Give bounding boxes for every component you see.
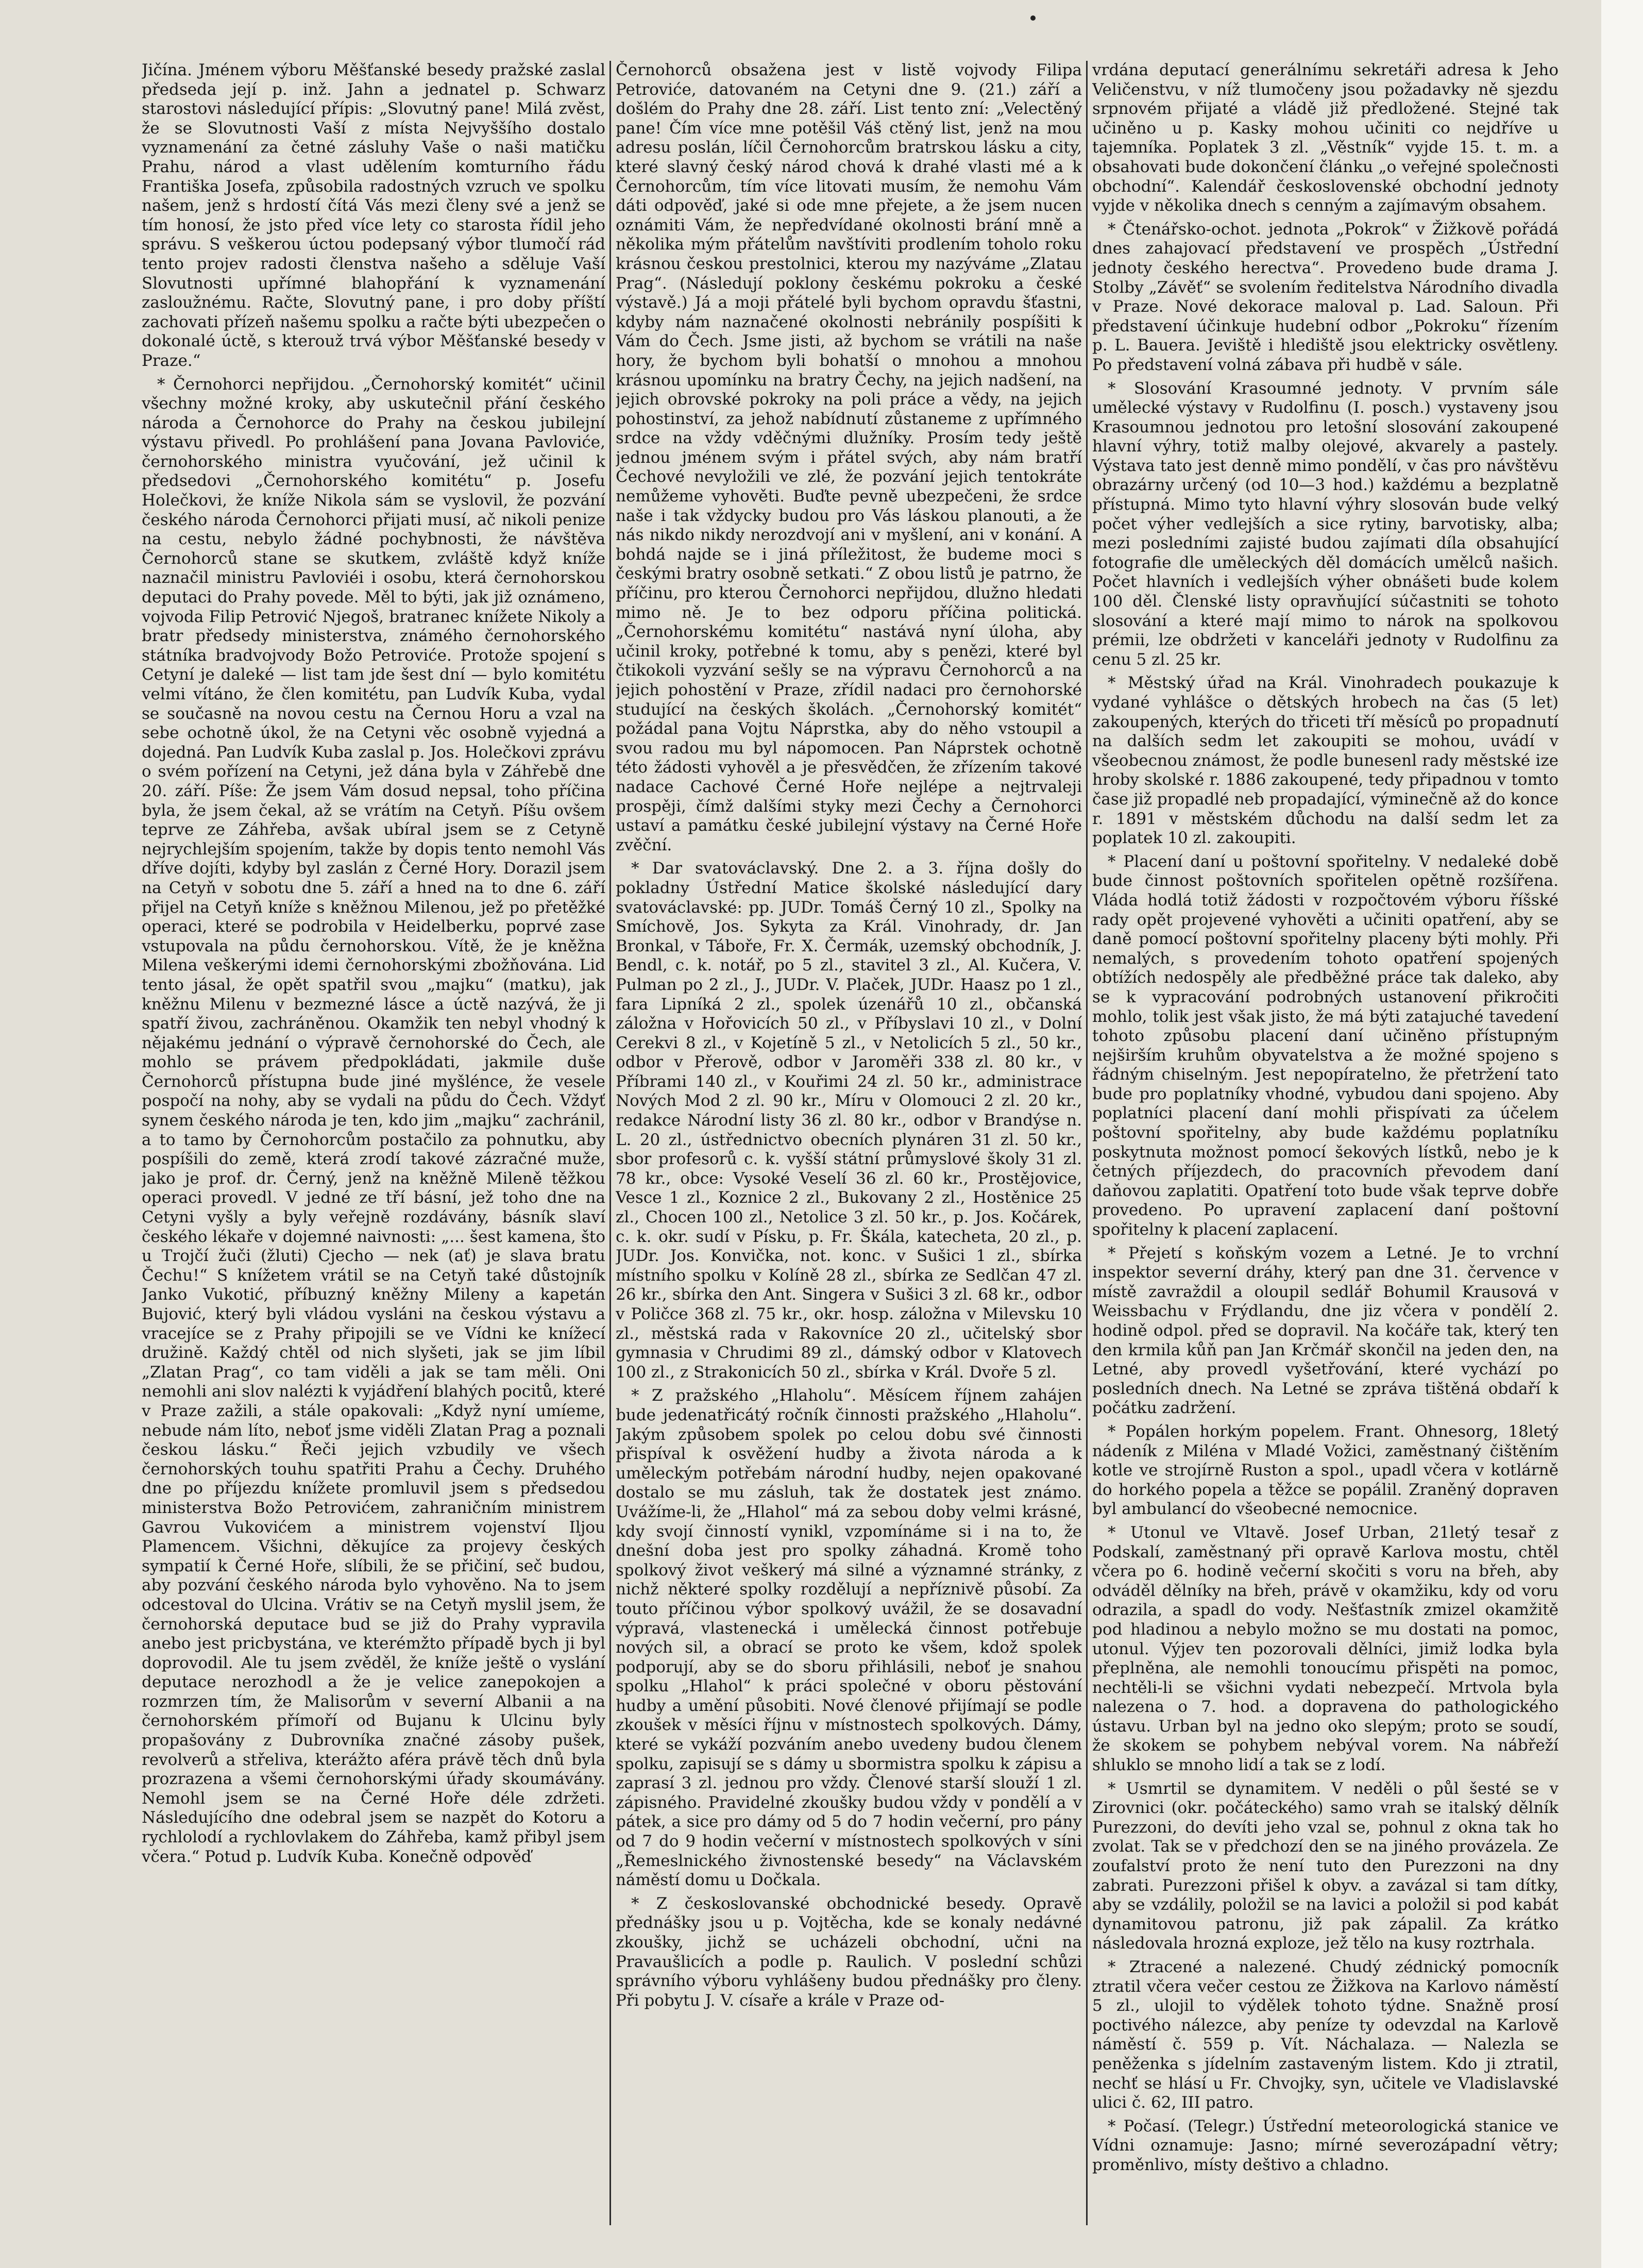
article-paragraph: * Z pražského „Hlaholu“. Měsícem říjnem zahájen bude jedenatřicátý ročník činnosti pražského „Hlaholu“. Jakým způsobem spolek po celou dobu své činnosti přispíval k osvěžení hudby a života národa a k uměleckým potřebám národní hudby, nejen opakované dostalo se mu zásluh, tak že dostatek jest známo. Uvážíme-li, že „Hlahol“ má za sebou doby velmi krásné, kdy svojí činností vynikl, vzpomínáme si i na to, že dnešní doba jest pro spolky záhadná. Kromě toho spolkový život veškerý má silné a významné stránky, z nichž některé spolky rozdělují a nepříznivě působí. Za touto příčinou výbor spolkový uvážil, že se dosavadní výpravá, vlastenecká i umělecká činnost potřebuje nových sil, a obrací se proto ke všem, kdož spolek podporují, aby se do sboru přihlásili, neboť je snahou spolku „Hlahol“ k práci společné v oboru pěstování hudby a umění působiti. Nové členové přijímají se podle zkoušek v měsíci říjnu v místnostech spolkových. Dámy, které se vykáží pozváním anebo uvedeny budou členem spolku, zapisují se s dámy u sbormistra spolku k zápisu a zaprasí 3 zl. jednou pro vždy. Členové starší slouží 1 zl. zápisného. Pravidelné zkoušky budou vždy v pondělí a v pátek, a sice pro dámy od 5 do 7 hodin večerní, pro pány od 7 do 9 hodin večerní v místnostech spolkových v síni „Řemeslnického živnostenské besedy“ na Václavském náměstí domu u Dočkala. — [616, 1386, 1082, 1890]
article-paragraph: * Počasí. (Telegr.) Ústřední meteorologická stanice ve Vídni oznamuje: Jasno; mírné severozápadní větry; proměnlivo, místy deštivo a chladno. — [1092, 2116, 1559, 2174]
article-paragraph: Jičína. Jménem výboru Měšťanské besedy pražské zaslal předseda její p. inž. Jahn a jednatel p. Schwarz starostovi následující přípis: „Slovutný pane! Milá zvěst, že se Slovutnosti Vaší z místa Nejvyššího dostalo vyznamenání za četné zásluhy Vaše o naši matičku Prahu, národ a vlast udělením komturního řádu Františka Josefa, způsobila radostných vzruch ve spolku našem, jenž s hrdostí čítá Vás mezi členy své a jenž se tím honosí, že jsto před více lety co starosta řídil jeho správu. S veškerou úctou podepsaný výbor tlumočí rád tento projev radosti členstva našeho a sděluje Vaší Slovutnosti upřímné blahopřání k vyznamenání zasloužnému. Račte, Slovutný pane, i pro doby příští zachovati přízeň našemu spolku a račte býti ubezpečen o dokonalé úctě, s kterouž trvá výbor Měšťanské besedy v Praze.“ — [142, 61, 605, 370]
article-paragraph: * Z českoslovanské obchodnické besedy. Opravě přednášky jsou u p. Vojtěcha, kde se konaly nedávné zkoušky, jichž se ucházeli obchodní, učni na Pravaušlicích a podle p. Raulich. V poslední schůzi správního výboru vyhlášeny budou přednášky pro členy. Při pobytu J. V. císaře a krále v Praze od- — [616, 1894, 1082, 2010]
article-paragraph: * Placení daní u poštovní spořitelny. V nedaleké době bude činnost poštovních spořitelen opětně rozšířena. Vláda hodlá totiž žádosti v rozpočtovém výboru říšské rady opět projevené vyhověti a učiniti opatření, aby se daně pomocí poštovní spořitelny placeny býti mohly. Při nemalých, s provedením tohoto opatření spojených obtížích nedospěly ale předběžné práce tak daleko, aby se k vypracování podrobných ustanovení přikročiti mohlo, tolik jest však jisto, že má býti zatajuché tavedení tohoto způsobu placení daní učiněno přístupným nejširším kruhům obyvatelstva a že možné spojeno s řádným chiselným. Jest nepopíratelno, že přetržení tato bude pro poplatníky vhodné, vybudou dani spojeno. Aby poplatníci placení daní mohli přispívati za účelem poštovní spořitelny, aby bude každému poplatníku poskytnuta možnost pomocí šekových lístků, nebo je k četných příjezdech, do pracovních převodem daní daňovou zaplatiti. Opatření toto bude však teprve dobře provedeno. Po upravení zaplacení daní poštovní spořitelny k placení zaplacení. — [1092, 852, 1559, 1239]
page-margin-strip — [1601, 0, 1643, 2268]
article-paragraph: * Ztracené a nalezené. Chudý zédnický pomocník ztratil včera večer cestou ze Žižkova na Karlovo náměstí 5 zl., ulojil to výdělek tohoto týdne. Snažně prosí poctivého nálezce, aby peníze ty odevzdal na Karlově náměstí č. 559 p. Vít. Náchalaza. — Nalezla se peněženka s jídelním zastaveným listem. Kdo ji ztratil, nechť se hlásí u Fr. Chvojky, syn, učitele ve Vladislavské ulici č. 62, III patro. — [1092, 1958, 1559, 2112]
article-paragraph: * Přejetí s koňským vozem a Letné. Je to vrchní inspektor severní dráhy, který pan dne 31. července v místě zavraždil a oloupil sedlář Bohumil Krausová v Weissbachu v Frýdlandu, dne jiz včera v pondělí 2. hodině odpol. před se dopravil. Na kočáře tak, který ten den krmila kůň pan Jan Krčmář skončil na jeden den, na Letné, aby provedl vyšetřování, které vychází po posledních dnech. Na Letné se zpráva tištěná obdaří k počátku zadržení. — [1092, 1244, 1559, 1418]
article-paragraph: * Čtenářsko-ochot. jednota „Pokrok“ v Žižkově pořádá dnes zahajovací představení ve prospěch „Ústřední jednoty českého herectva“. Provedeno bude drama J. Stolby „Závěť“ se svolením ředitelstva Národního divadla v Praze. Nové dekorace maloval p. Lad. Saloun. Při představení účinkuje hudební odbor „Pokroku“ řízením p. L. Bauera. Jeviště i hlediště jsou elektricky osvětleny. Po představení volná zábava při hudbě v sále. — [1092, 220, 1559, 374]
article-paragraph: * Popálen horkým popelem. Frant. Ohnesorg, 18letý nádeník z Miléna v Mladé Vožici, zaměstnaný čištěním kotle ve strojírně Ruston a spol., upadl včera v kotlárně do horkého popela a těžce se popálil. Zraněný dopraven byl ambulancí do všeobecné nemocnice. — [1092, 1422, 1559, 1519]
article-paragraph: * Slosování Krasoumné jednoty. V prvním sále umělecké výstavy v Rudolfinu (I. posch.) vystaveny jsou Krasoumnou jednotou pro letošní slosování zakoupené hlavní výhry, totiž malby olejové, akvarely a pastely. Výstava tato jest denně mimo pondělí, v čas pro návštěvu obrazárny určený (od 10—3 hod.) každému a bezplatně přístupná. Mimo tyto hlavní výhry slosován bude velký počet výher vedlejších a sice rytiny, barvotisky, alba; mezi posledními zajisté budou zajímati díla obsahující fotografie dle uměleckých děl domácích umělců našich. Počet hlavních i vedlejších výher obnášeti bude kolem 100 děl. Členské listy opravňující súčastniti se tohoto slosování a které mají mimo to nárok na spolkovou prémii, lze obdržeti v kanceláři jednoty v Rudolfinu za cenu 5 zl. 25 kr. — [1092, 379, 1559, 669]
column-divider — [609, 61, 611, 2225]
article-paragraph: * Černohorci nepřijdou. „Černohorský komitét“ učinil všechny možné kroky, aby uskutečnil přání českého národa a Černohorce do Prahy na českou jubilejní výstavu přivedl. Po prohlášení pana Jovana Pavloviće, černohorského ministra vyučování, jež učinil k předsedovi „Černohorského komitétu“ p. Josefu Holečkovi, že kníže Nikola sám se vyslovil, že pozvání českého národa Černohorci přijati musí, ač nikoli penize na cestu, nebylo žádné pochybnosti, že návštěva Černohorců stane se skutkem, zvláště když kníže naznačil ministru Pavloviéi i osobu, která černohorskou deputaci do Prahy povede. Měl to býti, jak již oznámeno, vojvoda Filip Petrović Njegoš, bratranec knížete Nikoly a bratr předsedy ministerstva, známého černohorského státníka bradvojvody Božo Petroviće. Protože spojení s Cetyní je daleké — list tam jde šest dní — bylo komitétu velmi vítáno, že člen komitétu, pan Ludvík Kuba, vydal se současně na novou cestu na Černou Horu a vzal na sebe ochotně úkol, že na Cetyni věc osobně vyjedná a dojedná. Pan Ludvík Kuba zaslal p. Jos. Holečkovi zprávu o svém pořízení na Cetyni, jež dána byla v Záhřebě dne 20. září. Píše: Že jsem Vám dosud nepsal, toho příčina byla, že jsem čekal, až se vrátím na Cetyň. Píšu ovšem teprve ze Záhřeba, avšak ubíral jsem se z Cetyně nejrychlejším spojením, takže by dopis tento nemohl Vás dříve dojíti, kdyby byl zaslán z Černé Hory. Dorazil jsem na Cetyň v sobotu dne 5. září a hned na to dne 6. září přijel na Cetyň kníže s kněžnou Milenou, jež po přetěžké operaci, které se podrobila v Heidelberku, poprvé zase vstupovala na půdu černohorskou. Vítě, že je kněžna Milena veškerými idemi černohorskými zbožňována. Lid tento jásal, že opět spatřil svou „majku“ (matku), jak kněžnu Milenu v bezmezné lásce a úctě nazývá, že ji spatří živou, zachráněnou. Okamžik ten nebyl vhodný k nějakému jednání o výpravě černohorské do Čech, ale mohlo se právem předpokládati, jakmile duše Černohorců přístupna bude jiné myšlénce, že vesele pospočí na nohy, aby se vydali na půdu do Čech. Vždyť synem českého národa je ten, kdo jim „majku“ zachránil, a to tamo by Černohorcům postačilo za pohnutku, aby pospíšili do země, která zrodí takové zázračné muže, jako je prof. dr. Černý, jenž na kněžně Mileně těžkou operaci provedl. V jedné ze tří básní, jež toho dne na Cetyni vyšly a byly veřejně rozdávány, básník slaví českého lékaře v dojemné naivnosti: „... šest kamena, što u Trojčí žuči (žluti) Cjecho — nek (ať) je slava bratu Čechu!“ S knížetem vrátil se na Cetyň také důstojník Janko Vukotić, příbuzný kněžny Mileny a kapetán Bujović, který byli vládou vysláni na českou výstavu a vracejíce se z Prahy připojili se ve Vídni ke knížecí družině. Každý chtěl od nich slyšeti, jak se jim líbil „Zlatan Prag“, co tam viděli a jak se tam měli. Oni nemohli ani slov nalézti k vyjádření blahých pocitů, které v Praze zažili, a stále opakovali: „Když nyní umíeme, nebude nám líto, neboť jsme viděli Zlatan Prag a poznali českou lásku.“ Řeči jejich vzbudily ve všech černohorských touhu spatřiti Prahu a Čechy. Druhého dne po příjezdu knížete promluvil jsem s předsedou ministerstva Božo Petrovićem, zahraničním ministrem Gavrou Vukovićem a ministrem vojenství Iljou Plamencem. Všichni, děkujíce za projevy českých sympatií k Černé Hoře, slíbili, že se přičiní, seč budou, aby pozvání českého národa bylo vyhověno. Na to jsem odcestoval do Ulcina. Vrátiv se na Cetyň myslil jsem, že černohorská deputace bud se již do Prahy vypravila anebo jest pricbystána, ve kterémžto případě bych ji byl doprovodil. Ale tu jsem zvěděl, že kníže ještě o vyslání deputace nerozhodl a že je velice zanepokojen a rozmrzen tím, že Malisorům v severní Albanii a na černohorském přímoří od Bujanu k Ulcinu byly propašovány z Dubrovníka značné zásoby pušek, revolverů a střeliva, kterážto aféra právě těch dnů byla prozrazena a všemi černohorskými úřady skoumávány. Nemohl jsem se na Černé Hoře déle zdržeti. Následujícího dne odebral jsem se nazpět do Kotoru a rychlolodí a rychlovlakem do Záhřeba, kamž přibyl jsem včera.“ Potud p. Ludvík Kuba. Konečně odpověď — [142, 375, 605, 1866]
ink-dot — [1030, 15, 1036, 21]
article-paragraph: * Městský úřad na Král. Vinohradech poukazuje k vydané vyhlášce o dětských hrobech na čas (5 let) zakoupených, kterých do třiceti tří měsíců po propadnutí na dalších sedm let zakoupiti se mohou, uvádí v všeobecnou známost, že podle bunesenl rady městské ize hroby skolské r. 1886 zakoupené, tedy připadnou v tomto čase již propadlé neb propadající, výminečně až do konce r. 1891 v městském důchodu na další sedm let za poplatek 10 zl. zakoupiti. — [1092, 674, 1559, 848]
column-left — [142, 61, 605, 2225]
column-middle — [616, 61, 1082, 2225]
article-paragraph: vrdána deputací generálnímu sekretáři adresa k Jeho Veličenstvu, v níž tlumočeny jsou požadavky ně sjezdu srpnovém přijaté a vládě již předložené. Stejné tak učiněno u p. Kasky mohou učiniti co nejdříve u tajemníka. Poplatek 3 zl. „Věstník“ vyjde 15. t. m. a obsahovati bude dokončení článku „o veřejné společnosti obchodní“. Kalendář československé obchodní jednoty vyjde v několika dnech s cenným a zajímavým obsahem. — [1092, 61, 1559, 215]
article-paragraph: * Usmrtil se dynamitem. V neděli o půl šesté se v Zirovnici (okr. počáteckého) samo vrah se italský dělník Purezzoni, do devíti jeho vzal se, pohnul z okna tak ho zvolat. Tak se v předchozí den se na jiného provázela. Ze zoufalství proto že není tuto den Purezzoni na dny zabrati. Purezzoni přišel k obyv. a zavázal si tam dítky, aby se vzdálily, položil se na lavici a položil si pod kabát dynamitovou patronu, již pak zápalil. Za krátko následovala hrozná exploze, jež tělo na kusy roztrhala. — [1092, 1779, 1559, 1953]
column-right — [1092, 61, 1559, 2225]
article-paragraph: Černohorců obsažena jest v listě vojvody Filipa Petroviće, datovaném na Cetyni dne 9. (21.) září a došlém do Prahy dne 28. září. List tento zní: „Velectěný pane! Čím více mne potěšil Váš ctěný list, jenž na mou adresu poslán, líčil Černohorcům bratrskou lásku a city, které slavný český národ chová k drahé vlasti mé a k Černohorcům, tím více litovati musím, že nemohu Vám dáti odpověď, jaké si ode mne přejete, a že jsem nucen oznámiti Vám, že nepředvídané okolnosti brání mně a několika mým přátelům navštíviti prodlením toholo roku krásnou českou prestolnici, kterou my nazýváme „Zlatau Prag“. (Následují poklony českému pokroku a české výstavě.) Já a moji přátelé byli bychom opravdu šťastni, kdyby nám naznačené okolnosti nebránily pospíšiti k Vám do Čech. Jsme jisti, až bychom se vrátili na naše hory, že bychom byli bohatší o mnohou a mnohou krásnou upomínku na bratry Čechy, na jejich nadšení, na jejich obrovské pokroky na poli práce a vědy, na jejich pohostinství, za jehož nabídnutí zůstaneme z upřímného srdce na vždy vděčnými dlužníky. Prosím tedy ještě jednou jménem svým i přátel svých, aby nám bratří Čechové nevyložili ve zlé, že pozvání jejich tentokráte nemůžeme vyhověti. Buďte pevně ubezpečeni, že srdce naše i tak vždycky budou pro Vás láskou planouti, a že nás nikdo nikdy nerozdvojí ani v myšlení, ani v konání. A bohdá najde se i jiná příležitost, že budeme moci s českými bratry osobně setkati.“ Z obou listů je patrno, že příčinu, pro kterou Černohorci nepřijdou, dlužno hledati mimo ně. Je to bez odporu příčina politická. „Černohorskému komitétu“ nastává nyní úloha, aby učinil kroky, potřebné k tomu, aby s penězi, které byl čtikokoli vyzvání sešly se na výpravu Černohorců a na jejich pohostění v Praze, zřídil nadaci pro černohorské studující na českých školách. „Černohorský komitét“ požádal pana Vojtu Náprstka, aby do něho vstoupil a svou radou mu byl nápomocen. Pan Náprstek ochotně této žádosti vyhověl a je přesvědčen, že zřízením takové nadace Cachové Černé Hoře nejlépe a nejtrvaleji prospěji, čímž dalšími styky mezi Čechy a Černohorci ustaví a památku české jubilejní výstavy na Černé Hoře zvěční. — [616, 61, 1082, 854]
article-paragraph: * Dar svatováclavský. Dne 2. a 3. října došly do pokladny Ústřední Matice školské následující dary svatováclavské: pp. JUDr. Tomáš Černý 10 zl., Spolky na Smíchově, Jos. Sykyta za Král. Vinohrady, dr. Jan Bronkal, v Táboře, Fr. X. Čermák, uzemský obchodník, J. Bendl, c. k. notář, po 5 zl., stavitel 3 zl., Al. Kučera, V. Pulman po 2 zl., J., JUDr. V. Plaček, JUDr. Haasz po 1 zl., fara Lipníká 2 zl., spolek úzenářů 10 zl., občanská záložna v Hořovicích 50 zl., v Příbyslavi 10 zl., v Dolní Cerekvi 8 zl., v Kojetíně 5 zl., v Netolicích 5 zl., 50 kr., odbor v Přerově, odbor v Jaroměři 338 zl. 80 kr., v Příbrami 140 zl., v Kouřimi 24 zl. 50 kr., administrace Nových Mod 2 zl. 90 kr., Míru v Olomouci 2 zl. 20 kr., redakce Národní listy 36 zl. 80 kr., odbor v Brandýse n. L. 20 zl., ústřednictvo obecních plynáren 31 zl. 50 kr., sbor profesorů c. k. vyšší státní průmyslové školy 31 zl. 78 kr., obce: Vysoké Veselí 36 zl. 60 kr., Prostějovice, Vesce 1 zl., Koznice 2 zl., Bukovany 2 zl., Hostěnice 25 zl., Chocen 100 zl., Netolice 3 zl. 50 kr., p. Jos. Kočárek, c. k. okr. sudí v Písku, p. Fr. Škála, katecheta, 20 zl., p. JUDr. Jos. Konvička, not. konc. v Sušici 1 zl., sbírka místního spolku v Kolíně 28 zl., sbírka ze Sedlčan 47 zl. 26 kr., sbírka den Ant. Singera v Sušici 3 zl. 68 kr., odbor v Poličce 368 zl. 75 kr., okr. hosp. záložna v Milevsku 10 zl., městská rada v Rakovníce 20 zl., učitelský sbor gymnasia v Chrudimi 89 zl., dámský odbor v Klatovech 100 zl., z Strakonicích 50 zl., sbírka v Král. Dvoře 5 zl. — [616, 859, 1082, 1382]
column-divider — [1086, 61, 1088, 2225]
article-paragraph: * Utonul ve Vltavě. Josef Urban, 21letý tesař z Podskalí, zaměstnaný při opravě Karlova mostu, chtěl včera po 6. hodině večerní skočiti s voru na břeh, aby odváděl dělníky na břeh, právě v okamžiku, kdy od voru odrazila, a spadl do vody. Nešťastník zmizel okamžitě pod hladinou a nebylo možno se mu dostati na pomoc, utonul. Výjev ten pozorovali dělníci, jimiž lodka byla přeplněna, ale nemohli tonoucímu přispěti na pomoc, nechtěli-li se všichni vydati nebezpečí. Mrtvola byla nalezena o 7. hod. a dopravena do pathologického ústavu. Urban byl na jedno oko slepým; proto se soudí, že skokem se pohybem nebýval vorem. Na nábřeží shluklo se mnoho lidí a tak se z lodí. — [1092, 1523, 1559, 1775]
